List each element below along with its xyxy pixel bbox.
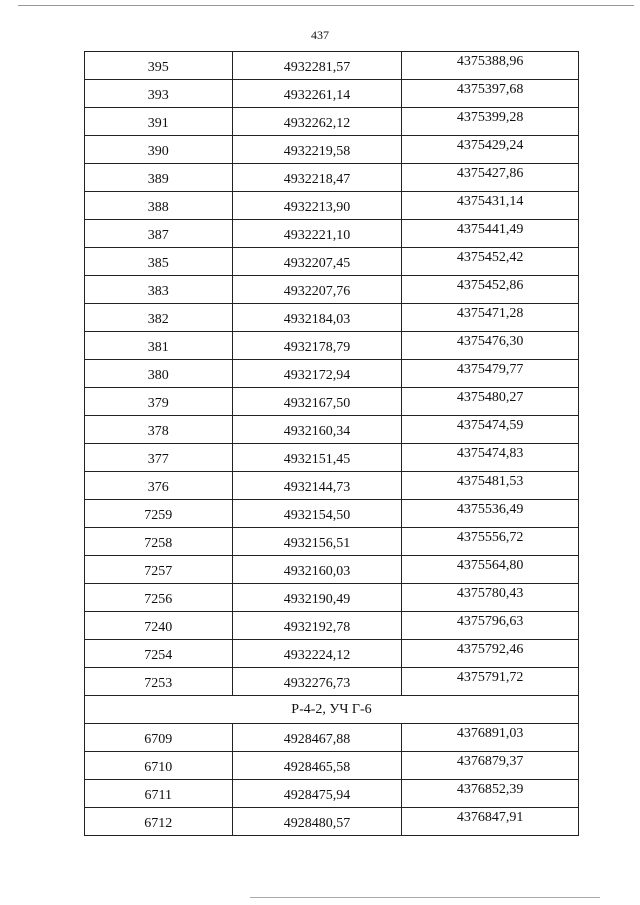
- y-coordinate-value: 4375399,28: [456, 109, 524, 125]
- point-number-value: 387: [147, 227, 169, 243]
- y-coordinate-cell: [402, 304, 579, 332]
- x-coordinate-cell: [232, 388, 402, 416]
- y-coordinate-value: 4375564,80: [456, 557, 524, 573]
- point-number-value: 391: [147, 115, 169, 131]
- table-row: [85, 584, 579, 612]
- coordinates-table-body: [85, 52, 579, 836]
- table-row: [85, 724, 579, 752]
- point-number-value: 7253: [144, 675, 173, 691]
- point-number-cell: [85, 276, 233, 304]
- table-row: [85, 360, 579, 388]
- table-row: [85, 220, 579, 248]
- x-coordinate-value: 4932262,12: [283, 115, 351, 131]
- point-number-cell: [85, 164, 233, 192]
- y-coordinate-cell: [402, 612, 579, 640]
- table-row: [85, 164, 579, 192]
- point-number-cell: [85, 248, 233, 276]
- x-coordinate-cell: [232, 808, 402, 836]
- point-number-value: 7254: [144, 647, 173, 663]
- x-coordinate-value: 4932281,57: [283, 59, 351, 75]
- x-coordinate-cell: [232, 472, 402, 500]
- x-coordinate-value: 4932160,34: [283, 423, 351, 439]
- x-coordinate-cell: [232, 584, 402, 612]
- table-row: [85, 416, 579, 444]
- x-coordinate-cell: [232, 444, 402, 472]
- point-number-cell: [85, 360, 233, 388]
- y-coordinate-value: 4375388,96: [456, 53, 524, 69]
- y-coordinate-value: 4375780,43: [456, 585, 524, 601]
- point-number-value: 381: [147, 339, 169, 355]
- point-number-cell: [85, 500, 233, 528]
- y-coordinate-value: 4375796,63: [456, 613, 524, 629]
- table-row: [85, 612, 579, 640]
- y-coordinate-cell: [402, 780, 579, 808]
- table-row: [85, 80, 579, 108]
- table-row: [85, 192, 579, 220]
- x-coordinate-value: 4932151,45: [283, 451, 351, 467]
- coordinates-table: [84, 51, 579, 836]
- point-number-cell: [85, 52, 233, 80]
- x-coordinate-value: 4932207,76: [283, 283, 351, 299]
- point-number-cell: [85, 472, 233, 500]
- y-coordinate-value: 4375556,72: [456, 529, 524, 545]
- x-coordinate-value: 4932144,73: [283, 479, 351, 495]
- y-coordinate-value: 4375429,24: [456, 137, 524, 153]
- y-coordinate-value: 4375474,59: [456, 417, 524, 433]
- table-row: [85, 332, 579, 360]
- point-number-value: 7258: [144, 535, 173, 551]
- x-coordinate-cell: [232, 304, 402, 332]
- x-coordinate-cell: [232, 500, 402, 528]
- x-coordinate-value: 4932156,51: [283, 535, 351, 551]
- point-number-value: 7257: [144, 563, 173, 579]
- x-coordinate-value: 4932192,78: [283, 619, 351, 635]
- y-coordinate-value: 4376847,91: [456, 809, 524, 825]
- table-row: [85, 388, 579, 416]
- y-coordinate-value: 4376852,39: [456, 781, 524, 797]
- table-row: [85, 752, 579, 780]
- x-coordinate-value: 4928467,88: [283, 731, 351, 747]
- y-coordinate-cell: [402, 276, 579, 304]
- point-number-cell: [85, 640, 233, 668]
- x-coordinate-cell: [232, 360, 402, 388]
- point-number-value: 378: [147, 423, 169, 439]
- y-coordinate-cell: [402, 220, 579, 248]
- y-coordinate-cell: [402, 472, 579, 500]
- y-coordinate-value: 4375452,42: [456, 249, 524, 265]
- x-coordinate-value: 4932207,45: [283, 255, 351, 271]
- point-number-value: 393: [147, 87, 169, 103]
- table-row: [85, 248, 579, 276]
- table-row: [85, 808, 579, 836]
- point-number-value: 376: [147, 479, 169, 495]
- x-coordinate-value: 4932261,14: [283, 87, 351, 103]
- point-number-value: 385: [147, 255, 169, 271]
- y-coordinate-value: 4375479,77: [456, 361, 524, 377]
- table-row: [85, 52, 579, 80]
- point-number-value: 7256: [144, 591, 173, 607]
- x-coordinate-cell: [232, 192, 402, 220]
- y-coordinate-value: 4375431,14: [456, 193, 524, 209]
- y-coordinate-cell: [402, 360, 579, 388]
- table-row: [85, 780, 579, 808]
- y-coordinate-cell: [402, 388, 579, 416]
- x-coordinate-value: 4932221,10: [283, 227, 351, 243]
- y-coordinate-value: 4375441,49: [456, 221, 524, 237]
- table-row: [85, 472, 579, 500]
- point-number-cell: [85, 80, 233, 108]
- point-number-cell: [85, 584, 233, 612]
- table-row: [85, 640, 579, 668]
- x-coordinate-cell: [232, 248, 402, 276]
- x-coordinate-cell: [232, 752, 402, 780]
- y-coordinate-cell: [402, 528, 579, 556]
- table-row: [85, 556, 579, 584]
- point-number-cell: [85, 528, 233, 556]
- point-number-cell: [85, 780, 233, 808]
- point-number-cell: [85, 556, 233, 584]
- x-coordinate-cell: [232, 52, 402, 80]
- table-row: [85, 500, 579, 528]
- y-coordinate-cell: [402, 248, 579, 276]
- y-coordinate-cell: [402, 108, 579, 136]
- y-coordinate-value: 4375471,28: [456, 305, 524, 321]
- x-coordinate-cell: [232, 416, 402, 444]
- x-coordinate-value: 4932160,03: [283, 563, 351, 579]
- y-coordinate-value: 4375474,83: [456, 445, 524, 461]
- x-coordinate-value: 4932190,49: [283, 591, 351, 607]
- table-row: [85, 668, 579, 696]
- table-row: [85, 136, 579, 164]
- x-coordinate-value: 4932276,73: [283, 675, 351, 691]
- x-coordinate-cell: [232, 724, 402, 752]
- y-coordinate-cell: [402, 752, 579, 780]
- y-coordinate-cell: [402, 724, 579, 752]
- point-number-value: 395: [147, 59, 169, 75]
- x-coordinate-value: 4928480,57: [283, 815, 351, 831]
- y-coordinate-value: 4375480,27: [456, 389, 524, 405]
- table-row: [85, 108, 579, 136]
- y-coordinate-cell: [402, 668, 579, 696]
- x-coordinate-cell: [232, 612, 402, 640]
- y-coordinate-cell: [402, 444, 579, 472]
- point-number-value: 389: [147, 171, 169, 187]
- x-coordinate-value: 4932154,50: [283, 507, 351, 523]
- x-coordinate-value: 4932224,12: [283, 647, 351, 663]
- y-coordinate-value: 4375476,30: [456, 333, 524, 349]
- y-coordinate-cell: [402, 52, 579, 80]
- point-number-value: 390: [147, 143, 169, 159]
- y-coordinate-cell: [402, 808, 579, 836]
- point-number-cell: [85, 808, 233, 836]
- x-coordinate-cell: [232, 556, 402, 584]
- section-title: Р-4-2, УЧ Г-6: [85, 696, 579, 724]
- x-coordinate-cell: [232, 276, 402, 304]
- y-coordinate-cell: [402, 192, 579, 220]
- y-coordinate-cell: [402, 164, 579, 192]
- y-coordinate-cell: [402, 640, 579, 668]
- point-number-cell: [85, 752, 233, 780]
- point-number-value: 382: [147, 311, 169, 327]
- point-number-value: 388: [147, 199, 169, 215]
- x-coordinate-cell: [232, 164, 402, 192]
- x-coordinate-cell: [232, 668, 402, 696]
- x-coordinate-cell: [232, 136, 402, 164]
- x-coordinate-cell: [232, 780, 402, 808]
- point-number-value: 7240: [144, 619, 173, 635]
- y-coordinate-cell: [402, 136, 579, 164]
- point-number-value: 6709: [144, 731, 173, 747]
- point-number-value: 6710: [144, 759, 173, 775]
- x-coordinate-value: 4928465,58: [283, 759, 351, 775]
- x-coordinate-value: 4932184,03: [283, 311, 351, 327]
- bottom-scan-border: [250, 897, 600, 898]
- point-number-cell: [85, 220, 233, 248]
- point-number-cell: [85, 444, 233, 472]
- point-number-cell: [85, 416, 233, 444]
- point-number-cell: [85, 388, 233, 416]
- y-coordinate-cell: [402, 80, 579, 108]
- point-number-cell: [85, 304, 233, 332]
- point-number-value: 7259: [144, 507, 173, 523]
- x-coordinate-value: 4932219,58: [283, 143, 351, 159]
- table-row: [85, 528, 579, 556]
- table-row: [85, 276, 579, 304]
- y-coordinate-value: 4375452,86: [456, 277, 524, 293]
- point-number-cell: [85, 192, 233, 220]
- x-coordinate-cell: [232, 640, 402, 668]
- table-row: [85, 444, 579, 472]
- y-coordinate-value: 4376891,03: [456, 725, 524, 741]
- point-number-cell: [85, 136, 233, 164]
- x-coordinate-cell: [232, 80, 402, 108]
- x-coordinate-cell: [232, 528, 402, 556]
- y-coordinate-value: 4375397,68: [456, 81, 524, 97]
- point-number-value: 379: [147, 395, 169, 411]
- point-number-value: 377: [147, 451, 169, 467]
- x-coordinate-value: 4932178,79: [283, 339, 351, 355]
- x-coordinate-cell: [232, 220, 402, 248]
- point-number-cell: [85, 108, 233, 136]
- x-coordinate-cell: [232, 108, 402, 136]
- y-coordinate-cell: [402, 416, 579, 444]
- y-coordinate-value: 4375481,53: [456, 473, 524, 489]
- table-row: [85, 304, 579, 332]
- y-coordinate-value: 4375791,72: [456, 669, 524, 685]
- y-coordinate-value: 4375536,49: [456, 501, 524, 517]
- y-coordinate-value: 4375427,86: [456, 165, 524, 181]
- x-coordinate-value: 4932172,94: [283, 367, 351, 383]
- y-coordinate-cell: [402, 332, 579, 360]
- y-coordinate-cell: [402, 584, 579, 612]
- x-coordinate-value: 4932218,47: [283, 171, 351, 187]
- point-number-cell: [85, 332, 233, 360]
- point-number-cell: [85, 724, 233, 752]
- x-coordinate-value: 4932167,50: [283, 395, 351, 411]
- x-coordinate-value: 4932213,90: [283, 199, 351, 215]
- point-number-value: 6711: [144, 787, 173, 803]
- point-number-cell: [85, 612, 233, 640]
- y-coordinate-cell: [402, 500, 579, 528]
- top-scan-border: [18, 5, 634, 6]
- point-number-cell: [85, 668, 233, 696]
- page-number: 437: [311, 28, 329, 42]
- y-coordinate-value: 4376879,37: [456, 753, 524, 769]
- point-number-value: 6712: [144, 815, 173, 831]
- section-header-row: [85, 696, 579, 724]
- x-coordinate-cell: [232, 332, 402, 360]
- y-coordinate-value: 4375792,46: [456, 641, 524, 657]
- point-number-value: 380: [147, 367, 169, 383]
- y-coordinate-cell: [402, 556, 579, 584]
- x-coordinate-value: 4928475,94: [283, 787, 351, 803]
- point-number-value: 383: [147, 283, 169, 299]
